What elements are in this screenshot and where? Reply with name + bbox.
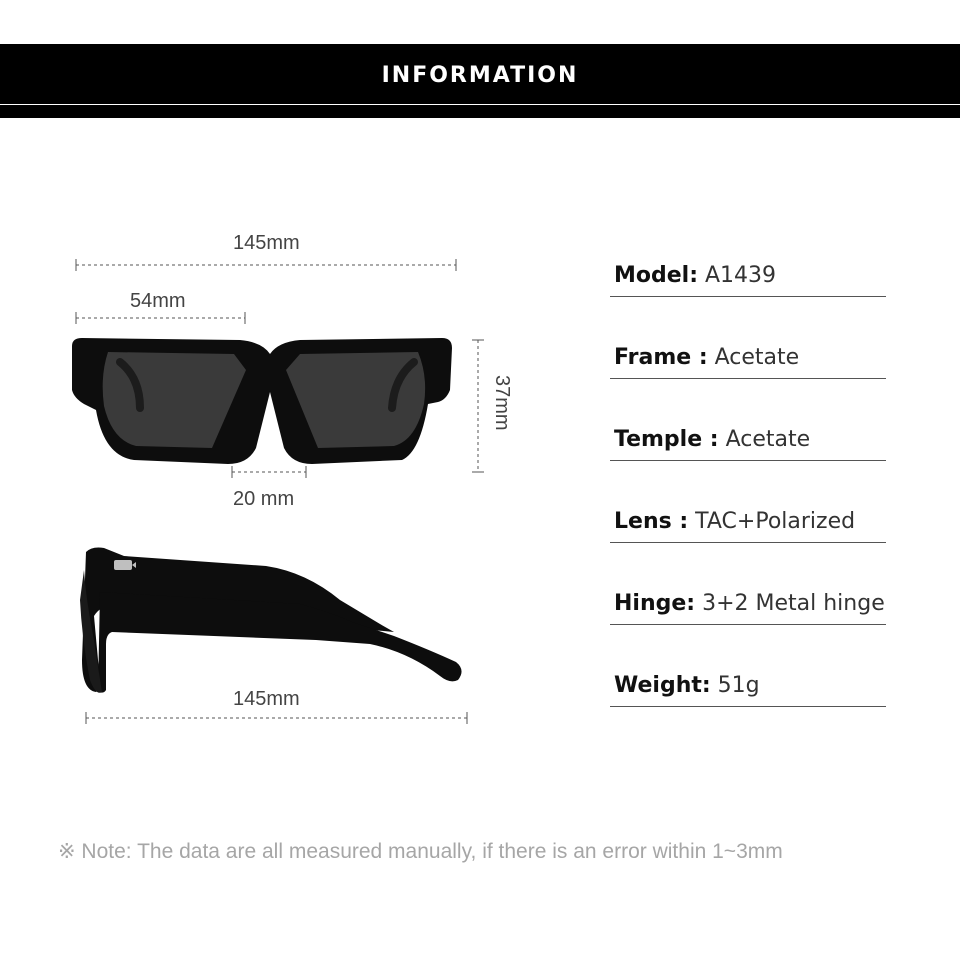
spec-value: 51g bbox=[710, 673, 760, 698]
spec-row-hinge bbox=[610, 588, 886, 625]
temple-length-guide bbox=[86, 712, 467, 724]
sunglasses-front-view bbox=[72, 338, 452, 464]
spec-value: 3+2 Metal hinge bbox=[695, 591, 885, 616]
spec-value: Acetate bbox=[707, 345, 800, 370]
spec-label: Lens : bbox=[614, 509, 689, 534]
lens-height-guide bbox=[472, 340, 484, 472]
bridge-label: 20 mm bbox=[233, 488, 295, 510]
spec-row-weight bbox=[610, 670, 886, 707]
bridge-guide bbox=[232, 466, 306, 478]
spec-label: Frame : bbox=[614, 345, 708, 370]
total-width-label: 145mm bbox=[233, 232, 300, 254]
measurement-note: ※ Note: The data are all measured manually, if there is an error within 1~3mm bbox=[58, 840, 783, 863]
sunglasses-side-view bbox=[80, 548, 462, 693]
spec-row-frame bbox=[610, 342, 886, 379]
page-title: INFORMATION bbox=[381, 63, 579, 88]
spec-value: A1439 bbox=[698, 263, 777, 288]
spec-row-model bbox=[610, 260, 886, 297]
spec-row-temple bbox=[610, 424, 886, 461]
temple-length-label: 145mm bbox=[233, 688, 300, 710]
spec-value: TAC+Polarized bbox=[688, 509, 856, 534]
spec-label: Weight: bbox=[614, 673, 711, 698]
spec-label: Hinge: bbox=[614, 591, 696, 616]
spec-label: Temple : bbox=[614, 427, 719, 452]
lens-width-label: 54mm bbox=[130, 290, 186, 312]
lens-height-label: 37mm bbox=[491, 375, 513, 431]
hinge-rivets-icon bbox=[114, 560, 132, 570]
spec-value: Acetate bbox=[718, 427, 811, 452]
spec-label: Model: bbox=[614, 263, 699, 288]
total-width-guide bbox=[76, 259, 456, 271]
lens-width-guide bbox=[76, 312, 245, 324]
spec-row-lens bbox=[610, 506, 886, 543]
